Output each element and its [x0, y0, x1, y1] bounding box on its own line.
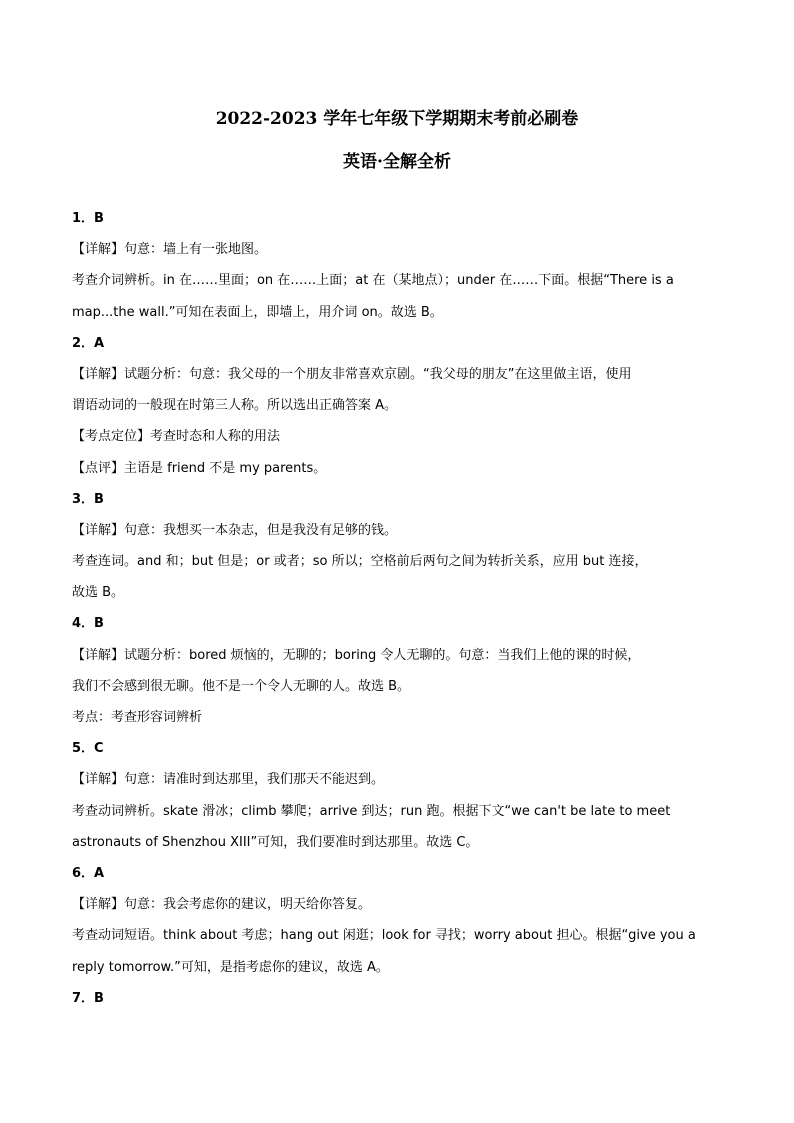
- explanation-line: 【详解】句意：我想买一本杂志，但是我没有足够的钱。: [72, 522, 398, 538]
- explanation-line: 考查动词短语。think about 考虑；hang out 闲逛；look for 寻找；worry about 担心。根据“give you a: [72, 928, 696, 944]
- explanation-line: reply tomorrow.”可知，是指考虑你的建议，故选 A。: [72, 959, 389, 975]
- document-subtitle: 英语·全解全析: [343, 152, 451, 172]
- answer-number: 6．A: [72, 865, 105, 881]
- answer-number: 4．B: [72, 616, 104, 632]
- explanation-line: map...the wall.”可知在表面上，即墙上，用介词 on。故选 B。: [72, 304, 443, 320]
- explanation-line: astronauts of Shenzhou XIII”可知，我们要准时到达那里。故选 C。: [72, 834, 479, 850]
- answer-number: 7．B: [72, 990, 104, 1006]
- explanation-line: 考点：考查形容词辨析: [72, 710, 203, 725]
- explanation-line: 考查介词辨析。in 在……里面；on 在……上面；at 在（某地点）；under 在……下面。根据“There is a: [72, 273, 674, 289]
- explanation-line: 故选 B。: [72, 585, 125, 601]
- explanation-line: 考查连词。and 和；but 但是；or 或者；so 所以；空格前后两句之间为转折关系，应用 but 连接，: [72, 554, 648, 570]
- explanation-line: 我们不会感到很无聊。他不是一个令人无聊的人。故选 B。: [72, 678, 411, 694]
- explanation-line: 【点评】主语是 friend 不是 my parents。: [72, 460, 327, 476]
- explanation-line: 【详解】句意：请准时到达那里，我们那天不能迟到。: [72, 772, 385, 788]
- explanation-line: 考查动词辨析。skate 滑冰；climb 攀爬；arrive 到达；run 跑。根据下文“we can't be late to meet: [72, 803, 671, 819]
- answer-number: 1．B: [72, 211, 104, 226]
- answer-number: 5．C: [72, 741, 104, 757]
- answer-body: [72, 203, 712, 1014]
- document-title: 2022-2023 学年七年级下学期期末考前必刷卷: [215, 109, 579, 129]
- explanation-line: 【详解】句意：墙上有一张地图。: [72, 242, 268, 258]
- answer-number: 2．A: [72, 335, 105, 351]
- explanation-line: 【考点定位】考查时态和人称的用法: [72, 429, 281, 445]
- explanation-line: 【详解】试题分析：bored 烦恼的，无聊的；boring 令人无聊的。句意：当我们上他的课的时候，: [72, 647, 641, 663]
- answer-number: 3．B: [72, 491, 104, 507]
- explanation-line: 【详解】句意：我会考虑你的建议，明天给你答复。: [72, 897, 372, 913]
- explanation-line: 【详解】试题分析：句意：我父母的一个朋友非常喜欢京剧。“我父母的朋友”在这里做主语，使用: [72, 366, 632, 382]
- explanation-line: 谓语动词的一般现在时第三人称。所以选出正确答案 A。: [72, 398, 398, 414]
